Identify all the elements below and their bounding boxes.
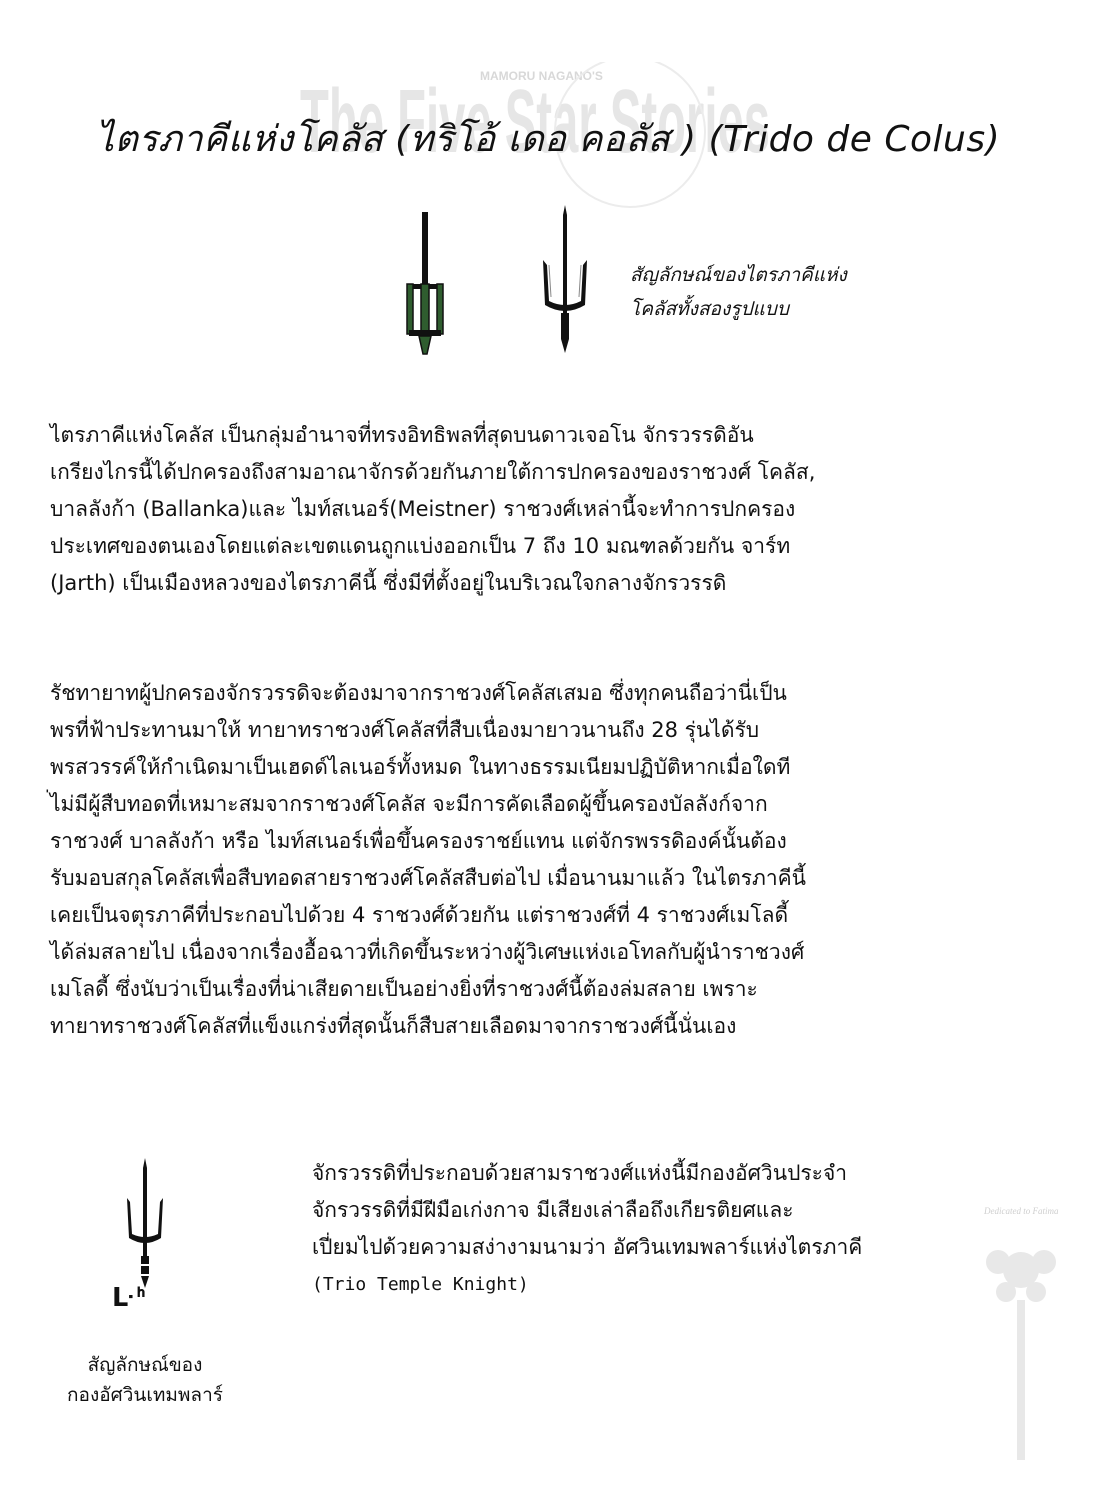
paragraph-line: บาลลังก้า (Ballanka)และ ไมท์สเนอร์(Meistner) ราชวงศ์เหล่านี้จะทำการปกครอง	[50, 497, 796, 521]
trident-green-icon	[395, 212, 455, 360]
paragraph-line: ประเทศของตนเองโดยแต่ละเขตแดนถูกแบ่งออกเป็น 7 ถึง 10 มณฑลด้วยกัน จาร์ท	[50, 534, 791, 558]
symbol-caption-line: โคลัสทั้งสองรูปแบบ	[630, 298, 789, 320]
paragraph-line: ่ไม่มีผู้สืบทอดที่เหมาะสมจากราชวงศ์โคลัส จะมีการคัดเลือดผู้ขึ้นครองบัลลังก์จาก	[50, 792, 768, 816]
paragraph-line: ได้ล่มสลายไป เนื่องจากเรื่องอื้อฉาวที่เกิดขึ้นระหว่างผู้วิเศษแห่งเอโทลกับผู้นำราชวงศ์	[50, 940, 805, 964]
paragraph-3	[312, 1155, 862, 1303]
deco-text: Dedicated to Fatima	[984, 1206, 1059, 1216]
watermark-series-big: The Five Star Stories	[300, 72, 770, 172]
emblem-caption-line: สัญลักษณ์ของ	[87, 1354, 203, 1376]
paragraph-line: (Jarth) เป็นเมืองหลวงของไตรภาคีนี้ ซึ่งมีที่ตั้งอยู่ในบริเวณใจกลางจักรวรรดิ	[50, 571, 727, 595]
paragraph-line: เคยเป็นจตุรภาคีที่ประกอบไปด้วย 4 ราชวงศ์ด้วยกัน แต่ราชวงศ์ที่ 4 ราชวงศ์เมโลดี้	[50, 903, 789, 927]
paragraph-line: ไตรภาคีแห่งโคลัส เป็นกลุ่มอำนาจที่ทรงอิทธิพลที่สุดบนดาวเจอโน จักรวรรดิอัน	[50, 423, 754, 447]
page-title: ไตรภาคีแห่งโคลัส (ทริโอ้ เดอ คอลัส ) (Trido de Colus)	[95, 119, 1001, 160]
trident-black-icon	[535, 205, 595, 355]
paragraph-line-english: (Trio Temple Knight)	[312, 1274, 529, 1295]
paragraph-line: รับมอบสกุลโคลัสเพื่อสืบทอดสายราชวงศ์โคลัสสืบต่อไป เมื่อนานมาแล้ว ในไตรภาคีนี้	[50, 866, 807, 890]
paragraph-1	[50, 417, 1060, 602]
emblem-glyph: ᒷᑋ	[112, 1283, 148, 1313]
paragraph-line: เมโลดี้ ซึ่งนับว่าเป็นเรื่องที่น่าเสียดายเป็นอย่างยิ่งที่ราชวงศ์นี้ต้องล่มสลาย เพราะ	[50, 977, 758, 1001]
watermark-series-small: MAMORU NAGANO'S	[480, 69, 603, 83]
paragraph-line: เกรียงไกรนี้ได้ปกครองถึงสามอาณาจักรด้วยกันภายใต้การปกครองของราชวงศ์ โคลัส,	[50, 460, 816, 484]
paragraph-line: จักรวรรดิที่ประกอบด้วยสามราชวงศ์แห่งนี้มีกองอัศวินประจำ	[312, 1161, 848, 1185]
paragraph-line: พรสวรรค์ให้กำเนิดมาเป็นเฮดด์ไลเนอร์ทั้งหมด ในทางธรรมเนียมปฏิบัติหากเมื่อใดที	[50, 755, 791, 779]
emblem-caption	[40, 1350, 250, 1410]
emblem-caption-line: กองอัศวินเทมพลาร์	[67, 1384, 223, 1406]
decorative-sword-icon	[976, 1200, 1066, 1470]
paragraph-line: ราชวงศ์ บาลลังก้า หรือ ไมท์สเนอร์เพื่อขึ้นครองราชย์แทน แต่จักรพรรดิองค์นั้นต้อง	[50, 829, 787, 853]
paragraph-2	[50, 675, 1060, 1045]
symbol-caption	[630, 258, 847, 326]
paragraph-line: จักรวรรดิที่มีฝีมือเก่งกาจ มีเสียงเล่าลือถึงเกียรติยศและ	[312, 1198, 794, 1222]
paragraph-line: พรที่ฟ้าประทานมาให้ ทายาทราชวงศ์โคลัสที่สืบเนื่องมายาวนานถึง 28 รุ่นได้รับ	[50, 718, 760, 742]
paragraph-line: เปี่ยมไปด้วยความสง่างามนามว่า อัศวินเทมพลาร์แห่งไตรภาคี	[312, 1235, 863, 1259]
paragraph-line: ทายาทราชวงศ์โคลัสที่แข็งแกร่งที่สุดนั้นก็สืบสายเลือดมาจากราชวงศ์นี้นั่นเอง	[50, 1014, 737, 1038]
symbol-caption-line: สัญลักษณ์ของไตรภาคีแห่ง	[630, 264, 847, 286]
paragraph-line: รัชทายาทผู้ปกครองจักรวรรดิจะต้องมาจากราชวงศ์โคลัสเสมอ ซึ่งทุกคนถือว่านี่เป็น	[50, 681, 787, 705]
